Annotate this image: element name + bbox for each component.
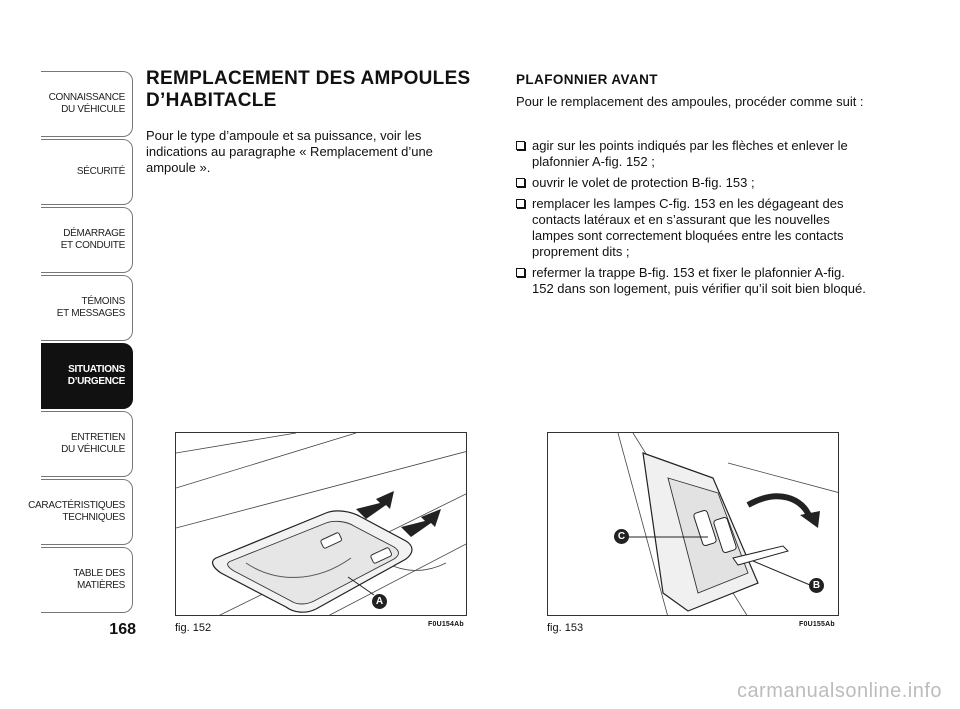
figure-152-illustration <box>175 432 467 616</box>
tab-label: DÉMARRAGE ET CONDUITE <box>60 228 125 251</box>
page-number: 168 <box>109 621 136 638</box>
label-b-badge: B <box>809 578 824 593</box>
figure-153-caption: fig. 153 <box>547 622 584 634</box>
label-a-badge: A <box>372 594 387 609</box>
label-c-badge: C <box>614 529 629 544</box>
tab-label: CARACTÉRISTIQUES TECHNIQUES <box>28 500 125 523</box>
subsection-title: PLAFONNIER AVANT <box>516 72 658 87</box>
figure-152-caption: fig. 152 <box>175 622 212 634</box>
tab-demarrage-et-conduite[interactable] <box>41 207 133 273</box>
step-text: agir sur les points indiqués par les flèches et enlever le plafonnier A-fig. 152 ; <box>532 138 848 169</box>
checkbox-bullet-icon <box>516 178 525 187</box>
list-item <box>516 138 866 170</box>
checkbox-bullet-icon <box>516 199 525 208</box>
tab-connaissance-du-vehicule[interactable] <box>41 71 133 137</box>
checkbox-bullet-icon <box>516 141 525 150</box>
step-text: refermer la trappe B-fig. 153 et fixer le plafonnier A-fig. 152 dans son logement, puis vérifier qu’il soit bien bloqué. <box>532 265 866 296</box>
step-text: remplacer les lampes C-fig. 153 en les dégageant des contacts latéraux et en s’assurant que les nouvelles lampes sont correctement bloquées entre les contacts proprement dits ; <box>532 196 844 259</box>
tab-securite[interactable] <box>41 139 133 205</box>
tab-label: ENTRETIEN DU VÉHICULE <box>61 432 125 455</box>
list-item <box>516 196 866 260</box>
tab-temoins-et-messages[interactable] <box>41 275 133 341</box>
checkbox-bullet-icon <box>516 268 525 277</box>
figure-152-code: F0U154Ab <box>428 621 464 628</box>
tab-label: TÉMOINS ET MESSAGES <box>56 296 125 319</box>
list-item <box>516 265 866 297</box>
procedure-steps <box>516 138 866 302</box>
step-text: ouvrir le volet de protection B-fig. 153 ; <box>532 175 755 190</box>
tab-label: CONNAISSANCE DU VÉHICULE <box>48 92 125 115</box>
watermark: carmanualsonline.info <box>736 680 942 702</box>
tab-table-des-matieres[interactable] <box>41 547 133 613</box>
ceiling-light-drawing <box>176 433 467 616</box>
subsection-lead: Pour le remplacement des ampoules, procéder comme suit : <box>516 94 864 109</box>
light-open-cover-drawing <box>548 433 839 616</box>
figure-153-code: F0U155Ab <box>799 621 835 628</box>
tab-label: SÉCURITÉ <box>76 166 125 177</box>
figure-153-illustration <box>547 432 839 616</box>
tab-situations-d-urgence[interactable] <box>41 343 133 409</box>
tab-caracteristiques-techniques[interactable] <box>28 479 133 545</box>
section-intro: Pour le type d’ampoule et sa puissance, voir les indications au paragraphe « Remplacement d’une ampoule ». <box>146 128 433 175</box>
tab-label: TABLE DES MATIÈRES <box>73 568 125 591</box>
list-item <box>516 175 866 191</box>
section-title: REMPLACEMENT DES AMPOULES D’HABITACLE <box>146 68 471 111</box>
tab-entretien-du-vehicule[interactable] <box>41 411 133 477</box>
tab-label: SITUATIONS D’URGENCE <box>67 364 125 387</box>
